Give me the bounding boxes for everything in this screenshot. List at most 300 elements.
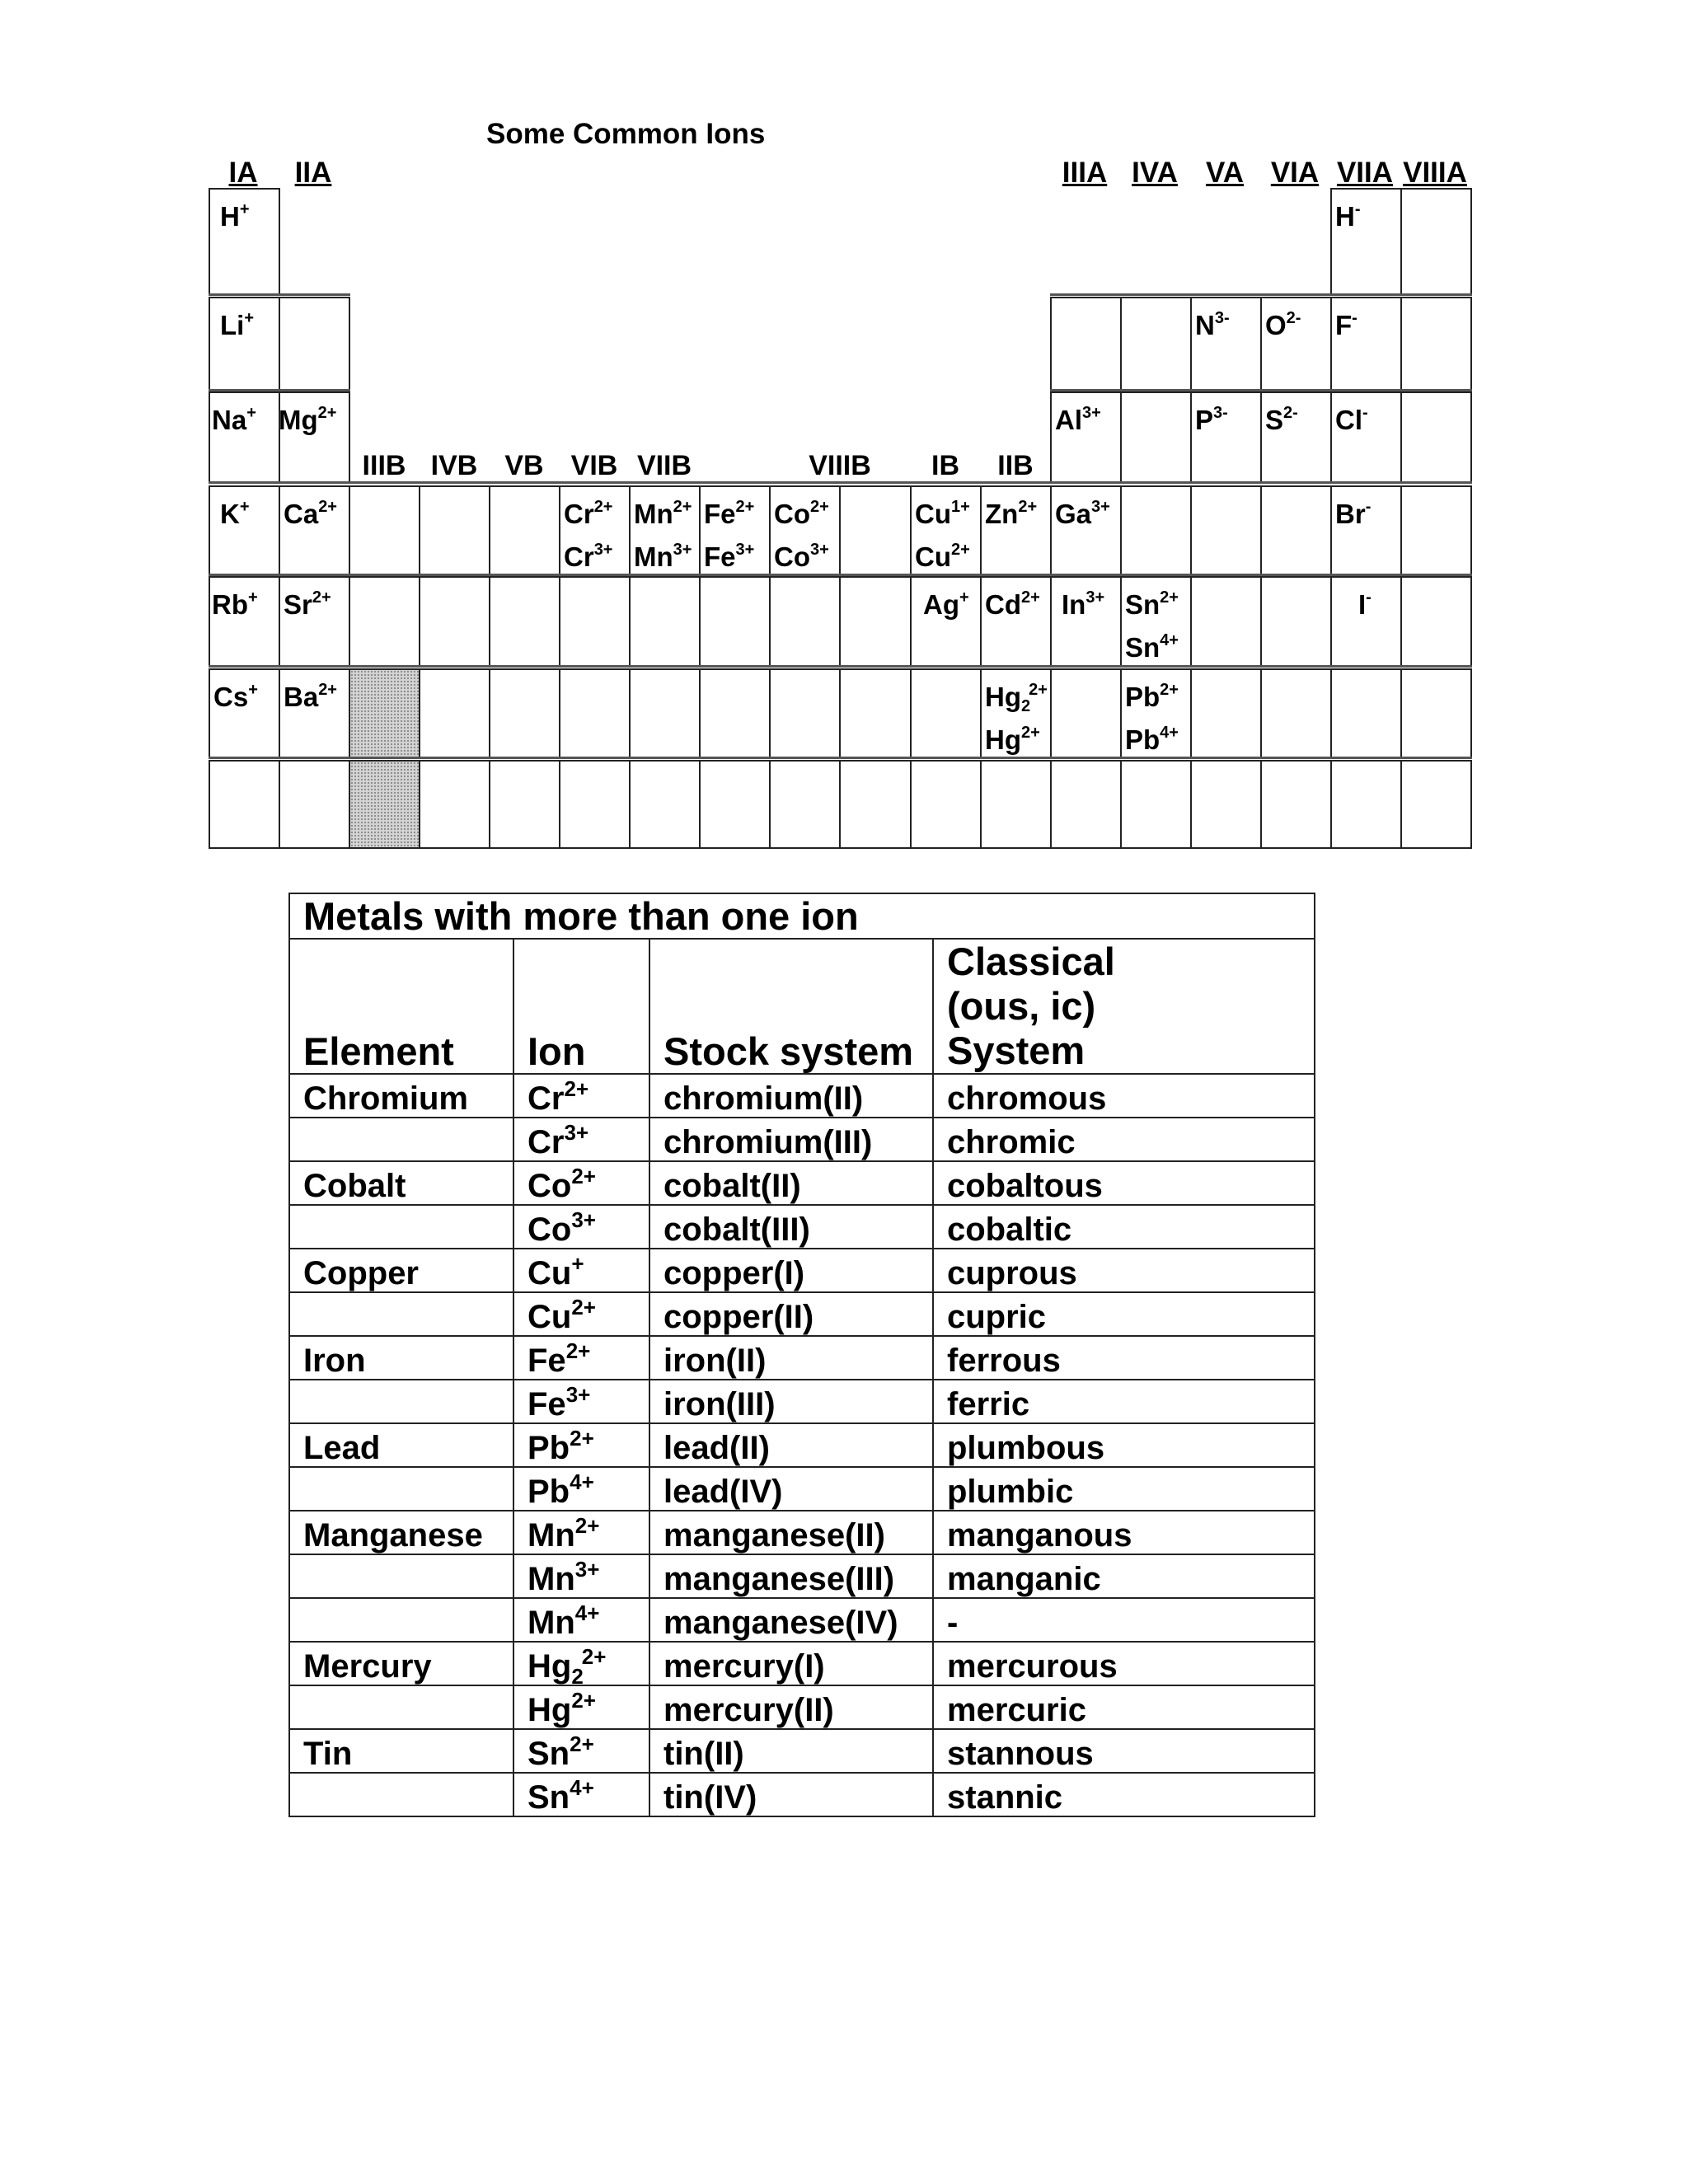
ion-symbol: Fe	[704, 541, 736, 572]
element-cell	[289, 1685, 513, 1729]
shaded-cell	[349, 760, 420, 849]
element-cell	[289, 1380, 513, 1423]
ion-charge: 2+	[1160, 681, 1179, 699]
ion-symbol: Fe	[528, 1386, 566, 1423]
table-row	[289, 1773, 1315, 1816]
ion-cell	[513, 1423, 649, 1467]
stock-name-cell: cobalt(II)	[649, 1161, 933, 1205]
ion-label	[279, 406, 336, 434]
ion-charge: 2+	[1021, 588, 1040, 607]
ion-charge: 2+	[317, 404, 337, 422]
classical-name-cell: mercurous	[933, 1642, 1315, 1685]
table-cell	[699, 760, 771, 849]
stock-name-cell: copper(I)	[649, 1249, 933, 1292]
ion-cell	[513, 1074, 649, 1118]
table-cell	[839, 576, 912, 667]
ion-symbol: Hg	[528, 1648, 572, 1685]
table-cell	[910, 668, 982, 758]
ion-symbol: Cu	[528, 1255, 572, 1292]
group-label-via: VIA	[1270, 157, 1320, 189]
table-cell	[1190, 485, 1262, 575]
stock-name-cell: lead(II)	[649, 1423, 933, 1467]
table-cell	[769, 760, 841, 849]
ion-symbol: Cr	[564, 499, 594, 529]
ion-charge: 2+	[318, 498, 337, 516]
table-cell	[1050, 297, 1122, 391]
group-label-vib: VIB	[570, 450, 618, 481]
table-cell	[629, 760, 701, 849]
ion-label	[1055, 406, 1101, 434]
ion-symbol: F	[1335, 310, 1353, 340]
ion-charge: +	[959, 588, 969, 607]
ion-label	[564, 500, 613, 527]
header-classical-text: Classical (ous, ic) System	[947, 940, 1115, 1073]
ion-charge: 3+	[735, 541, 755, 559]
ion-charge: +	[244, 309, 255, 327]
group-label-ib: IB	[931, 450, 959, 481]
ion-charge: 2+	[1029, 681, 1048, 699]
table-cell	[910, 760, 982, 849]
row-divider	[1050, 293, 1472, 296]
element-cell: Mercury	[289, 1642, 513, 1685]
table-row	[289, 1467, 1315, 1511]
ion-label	[1125, 683, 1179, 710]
ion-cell	[513, 1118, 649, 1161]
ion-charge: 2+	[810, 498, 829, 516]
ion-symbol: Cr	[528, 1080, 565, 1118]
ion-cell	[513, 1205, 649, 1249]
row-divider	[209, 757, 1472, 759]
table-cell	[1400, 188, 1472, 295]
element-cell	[289, 1118, 513, 1161]
ion-charge: 2+	[318, 681, 337, 699]
ion-label	[985, 681, 1048, 715]
element-cell: Lead	[289, 1423, 513, 1467]
ion-symbol: Co	[774, 541, 810, 572]
ion-charge: 2-	[1286, 309, 1301, 327]
ion-charge: 2+	[574, 1513, 600, 1539]
element-cell: Manganese	[289, 1511, 513, 1554]
ion-label	[284, 683, 337, 710]
table-cell	[1330, 760, 1402, 849]
table-cell	[349, 485, 420, 575]
table-row	[289, 1205, 1315, 1249]
table-cell	[489, 485, 560, 575]
group-label-iib: IIB	[997, 450, 1034, 481]
ion-label	[704, 500, 754, 527]
classical-name-cell: stannic	[933, 1773, 1315, 1816]
table-cell	[1400, 391, 1472, 483]
ion-symbol: Fe	[704, 499, 736, 529]
ion-charge: -	[1354, 200, 1361, 218]
stock-name-cell: lead(IV)	[649, 1467, 933, 1511]
table-row	[289, 1554, 1315, 1598]
ion-label	[985, 500, 1037, 527]
table-cell	[839, 485, 912, 575]
ion-label	[220, 200, 250, 232]
ion-label	[1265, 406, 1298, 434]
group-label-viib: VIIB	[636, 450, 692, 481]
ion-label	[634, 543, 692, 570]
ion-cell	[513, 1598, 649, 1642]
table-cell	[1400, 576, 1472, 667]
ion-label	[915, 543, 970, 570]
ion-symbol: K	[220, 499, 240, 529]
table-row	[289, 1292, 1315, 1336]
ion-cell	[513, 1292, 649, 1336]
ion-cell	[513, 1685, 649, 1729]
ion-charge: 3+	[593, 541, 613, 559]
ion-label	[220, 500, 250, 527]
table-cell	[489, 668, 560, 758]
ion-symbol: Sn	[528, 1736, 570, 1773]
table-title: Some Common Ions	[486, 118, 766, 150]
table-cell	[1330, 668, 1402, 758]
element-cell: Iron	[289, 1336, 513, 1380]
group-label-iiia: IIIA	[1062, 157, 1108, 189]
table-cell	[1260, 668, 1332, 758]
table-cell	[419, 485, 490, 575]
stock-name-cell: iron(II)	[649, 1336, 933, 1380]
table-cell	[1260, 485, 1332, 575]
ion-charge: 2+	[570, 1732, 594, 1757]
ion-charge: 3+	[1091, 498, 1110, 516]
row-divider	[209, 293, 350, 296]
ion-cell	[513, 1511, 649, 1554]
ion-label	[774, 500, 829, 527]
element-cell	[289, 1598, 513, 1642]
table-row	[289, 1729, 1315, 1773]
ion-label	[1335, 200, 1361, 232]
classical-name-cell: plumbic	[933, 1467, 1315, 1511]
table-cell	[1120, 391, 1192, 483]
ion-charge: 2+	[571, 1688, 596, 1713]
table-cell	[839, 668, 912, 758]
ion-charge: 4+	[1160, 724, 1179, 742]
element-cell: Cobalt	[289, 1161, 513, 1205]
ion-label	[1195, 406, 1228, 434]
ion-cell	[513, 1729, 649, 1773]
ion-charge: 2+	[951, 541, 970, 559]
ion-charge: 3+	[564, 1120, 589, 1146]
element-cell	[289, 1292, 513, 1336]
table-row	[289, 1161, 1315, 1205]
ion-charge: -	[1366, 588, 1372, 607]
header-classical-system	[933, 939, 1315, 1074]
ion-charge: 3+	[1085, 588, 1105, 607]
table-cell	[699, 576, 771, 667]
row-divider	[209, 665, 1472, 668]
ion-cell	[513, 1380, 649, 1423]
group-label-viia: VIIA	[1336, 157, 1394, 189]
stock-name-cell: manganese(II)	[649, 1511, 933, 1554]
ion-symbol: H	[220, 201, 240, 232]
element-cell	[289, 1554, 513, 1598]
group-label-iva: IVA	[1132, 157, 1178, 189]
group-label-ia: IA	[228, 157, 258, 189]
table-row	[289, 1380, 1315, 1423]
ion-symbol: Sn	[1125, 632, 1160, 663]
table-cell	[1190, 668, 1262, 758]
ion-symbol: Li	[220, 310, 245, 340]
ion-symbol: Hg	[985, 724, 1021, 755]
element-cell	[289, 1205, 513, 1249]
classical-name-cell: ferric	[933, 1380, 1315, 1423]
ion-symbol: Na	[212, 405, 247, 435]
classical-name-cell: manganous	[933, 1511, 1315, 1554]
ion-charge: 3+	[673, 541, 692, 559]
ion-symbol: Ca	[284, 499, 319, 529]
metals-ion-table	[288, 893, 1315, 1817]
ion-label	[1062, 588, 1105, 620]
table-cell	[629, 668, 701, 758]
ion-charge: 3+	[565, 1382, 591, 1408]
ion-charge: 2+	[570, 1426, 594, 1451]
ion-label	[704, 543, 754, 570]
ion-symbol: Sn	[1125, 589, 1160, 620]
table-cell	[699, 668, 771, 758]
table-cell	[419, 576, 490, 667]
table-cell	[769, 576, 841, 667]
ion-label	[985, 588, 1040, 620]
ion-symbol: Co	[528, 1212, 572, 1249]
shaded-cell	[349, 668, 420, 758]
table-row	[289, 1118, 1315, 1161]
table-cell	[1400, 485, 1472, 575]
classical-name-cell: stannous	[933, 1729, 1315, 1773]
table-cell	[1260, 576, 1332, 667]
ion-symbol: Sn	[528, 1779, 570, 1816]
ion-symbol: Zn	[985, 499, 1019, 529]
header-ion: Ion	[513, 939, 649, 1074]
table-row	[289, 1423, 1315, 1467]
ion-symbol: Hg	[528, 1692, 572, 1729]
table-caption-row	[289, 893, 1315, 939]
table-cell	[1190, 760, 1262, 849]
table-row	[289, 1598, 1315, 1642]
ion-label	[220, 309, 255, 340]
table-row	[289, 1511, 1315, 1554]
stock-name-cell: manganese(III)	[649, 1554, 933, 1598]
group-label-vb: VB	[504, 450, 544, 481]
ion-label	[634, 500, 692, 527]
table-row	[289, 1074, 1315, 1118]
stock-name-cell: tin(II)	[649, 1729, 933, 1773]
ion-symbol: Cu	[915, 541, 951, 572]
table-cell	[419, 760, 490, 849]
ion-subscript: 2	[571, 1664, 584, 1690]
table-cell	[559, 576, 631, 667]
ion-cell	[513, 1554, 649, 1598]
ion-label	[212, 406, 256, 434]
ion-symbol: Br	[1335, 499, 1366, 529]
stock-name-cell: chromium(II)	[649, 1074, 933, 1118]
ion-charge: -	[1352, 309, 1357, 327]
ion-symbol: Mn	[528, 1605, 575, 1642]
periodic-table-of-ions	[0, 0, 1688, 874]
ion-label	[284, 500, 337, 527]
classical-name-cell: chromous	[933, 1074, 1315, 1118]
classical-name-cell: cuprous	[933, 1249, 1315, 1292]
table-row	[289, 1642, 1315, 1685]
ion-symbol: Cr	[528, 1124, 565, 1161]
ion-label	[923, 588, 969, 620]
ion-charge: -	[1362, 404, 1368, 422]
ion-symbol: O	[1265, 310, 1287, 340]
ion-charge: +	[239, 200, 250, 218]
ion-symbol: Pb	[1125, 682, 1160, 712]
table-cell	[1400, 297, 1472, 391]
group-label-ivb: IVB	[430, 450, 478, 481]
ion-label	[774, 543, 829, 570]
classical-name-cell: plumbous	[933, 1423, 1315, 1467]
table-cell	[769, 668, 841, 758]
ion-label	[1195, 309, 1230, 340]
ion-charge: 3-	[1214, 309, 1230, 327]
group-label-viiia: VIIIA	[1403, 157, 1467, 189]
table-cell	[1190, 576, 1262, 667]
table-cell	[349, 576, 420, 667]
ion-cell	[513, 1249, 649, 1292]
stock-name-cell: copper(II)	[649, 1292, 933, 1336]
ion-charge: 4+	[1160, 631, 1179, 649]
ion-symbol: Cl	[1335, 405, 1362, 435]
table-cell	[419, 668, 490, 758]
row-divider	[209, 389, 350, 391]
classical-name-cell: cobaltous	[933, 1161, 1315, 1205]
table-cell	[1400, 760, 1472, 849]
classical-name-cell: manganic	[933, 1554, 1315, 1598]
table-cell	[1050, 760, 1122, 849]
ion-label	[564, 543, 613, 570]
ion-label	[915, 500, 970, 527]
ion-symbol: Ag	[923, 589, 959, 620]
ion-label	[1335, 406, 1368, 434]
ion-symbol: Sr	[284, 589, 312, 620]
table-row	[289, 1336, 1315, 1380]
table-cell	[1120, 485, 1192, 575]
ion-symbol: I	[1358, 589, 1367, 620]
classical-name-cell: chromic	[933, 1118, 1315, 1161]
stock-name-cell: tin(IV)	[649, 1773, 933, 1816]
table-header-row	[289, 939, 1315, 1074]
metals-table-body	[289, 893, 1315, 1816]
ion-symbol: Pb	[1125, 724, 1160, 755]
ion-symbol: Cs	[213, 682, 249, 712]
group-label-viiib: VIIIB	[809, 450, 871, 481]
stock-name-cell: mercury(I)	[649, 1642, 933, 1685]
element-cell	[289, 1773, 513, 1816]
ion-label	[985, 726, 1040, 753]
ion-charge: 3+	[574, 1557, 600, 1582]
ion-charge: 2+	[1021, 724, 1040, 742]
table-row	[289, 1685, 1315, 1729]
ion-symbol: Rb	[212, 589, 248, 620]
ion-cell	[513, 1773, 649, 1816]
ion-charge: 2+	[312, 588, 331, 607]
ion-symbol: Mg	[279, 405, 318, 435]
ion-label	[212, 588, 258, 620]
ion-charge: 4+	[570, 1775, 594, 1801]
table-cell	[489, 760, 560, 849]
table-cell	[1260, 760, 1332, 849]
ion-charge: 2+	[571, 1164, 596, 1189]
table-cell	[559, 760, 631, 849]
classical-name-cell: -	[933, 1598, 1315, 1642]
row-divider	[1050, 389, 1472, 391]
ion-label	[1265, 309, 1301, 340]
element-cell: Chromium	[289, 1074, 513, 1118]
table-cell	[489, 576, 560, 667]
ion-charge: +	[571, 1251, 584, 1277]
ion-charge: -	[1365, 498, 1372, 516]
ion-cell	[513, 1467, 649, 1511]
ion-charge: 2-	[1283, 404, 1298, 422]
ion-label	[1358, 588, 1372, 620]
ion-symbol: H	[1335, 201, 1355, 232]
ion-subscript: 2	[1021, 697, 1031, 715]
ion-charge: 1+	[951, 498, 970, 516]
ion-symbol: Co	[774, 499, 810, 529]
ion-symbol: Ba	[284, 682, 319, 712]
header-stock-system: Stock system	[649, 939, 933, 1074]
table-cell	[559, 668, 631, 758]
ion-label	[1125, 726, 1179, 753]
ion-charge: 3+	[810, 541, 829, 559]
ion-charge: 3+	[1082, 404, 1101, 422]
ion-symbol: Mn	[634, 541, 673, 572]
group-label-iia: IIA	[294, 157, 332, 189]
classical-name-cell: cobaltic	[933, 1205, 1315, 1249]
element-cell	[289, 1467, 513, 1511]
ion-symbol: Cu	[915, 499, 951, 529]
ion-charge: +	[248, 588, 258, 607]
ion-charge: 2+	[581, 1644, 607, 1670]
ion-charge: 4+	[570, 1469, 594, 1495]
ion-label	[1125, 631, 1179, 663]
ion-symbol: Mn	[528, 1517, 575, 1554]
ion-symbol: P	[1195, 405, 1214, 435]
ion-symbol: Al	[1055, 405, 1082, 435]
ion-symbol: Cr	[564, 541, 594, 572]
ion-charge: 2+	[565, 1338, 591, 1364]
ion-label	[1335, 309, 1357, 340]
table-cell	[980, 760, 1052, 849]
ion-charge: 4+	[574, 1601, 600, 1626]
ion-symbol: Mn	[634, 499, 673, 529]
ion-cell	[513, 1336, 649, 1380]
ion-label	[284, 588, 331, 620]
classical-name-cell: cupric	[933, 1292, 1315, 1336]
ion-cell	[513, 1642, 649, 1690]
element-cell: Tin	[289, 1729, 513, 1773]
table-cell	[629, 576, 701, 667]
ion-cell	[513, 1161, 649, 1205]
stock-name-cell: chromium(III)	[649, 1118, 933, 1161]
ion-symbol: In	[1062, 589, 1086, 620]
stock-name-cell: iron(III)	[649, 1380, 933, 1423]
group-label-va: VA	[1205, 157, 1245, 189]
ion-symbol: Ga	[1055, 499, 1092, 529]
ion-symbol: Hg	[985, 682, 1021, 712]
ion-symbol: Mn	[528, 1561, 575, 1598]
ion-charge: 2+	[673, 498, 692, 516]
ion-charge: 3-	[1213, 404, 1228, 422]
ion-label	[1055, 500, 1110, 527]
ion-symbol: Cu	[528, 1299, 572, 1336]
ion-charge: 3+	[571, 1207, 596, 1233]
ion-label	[1335, 500, 1371, 527]
